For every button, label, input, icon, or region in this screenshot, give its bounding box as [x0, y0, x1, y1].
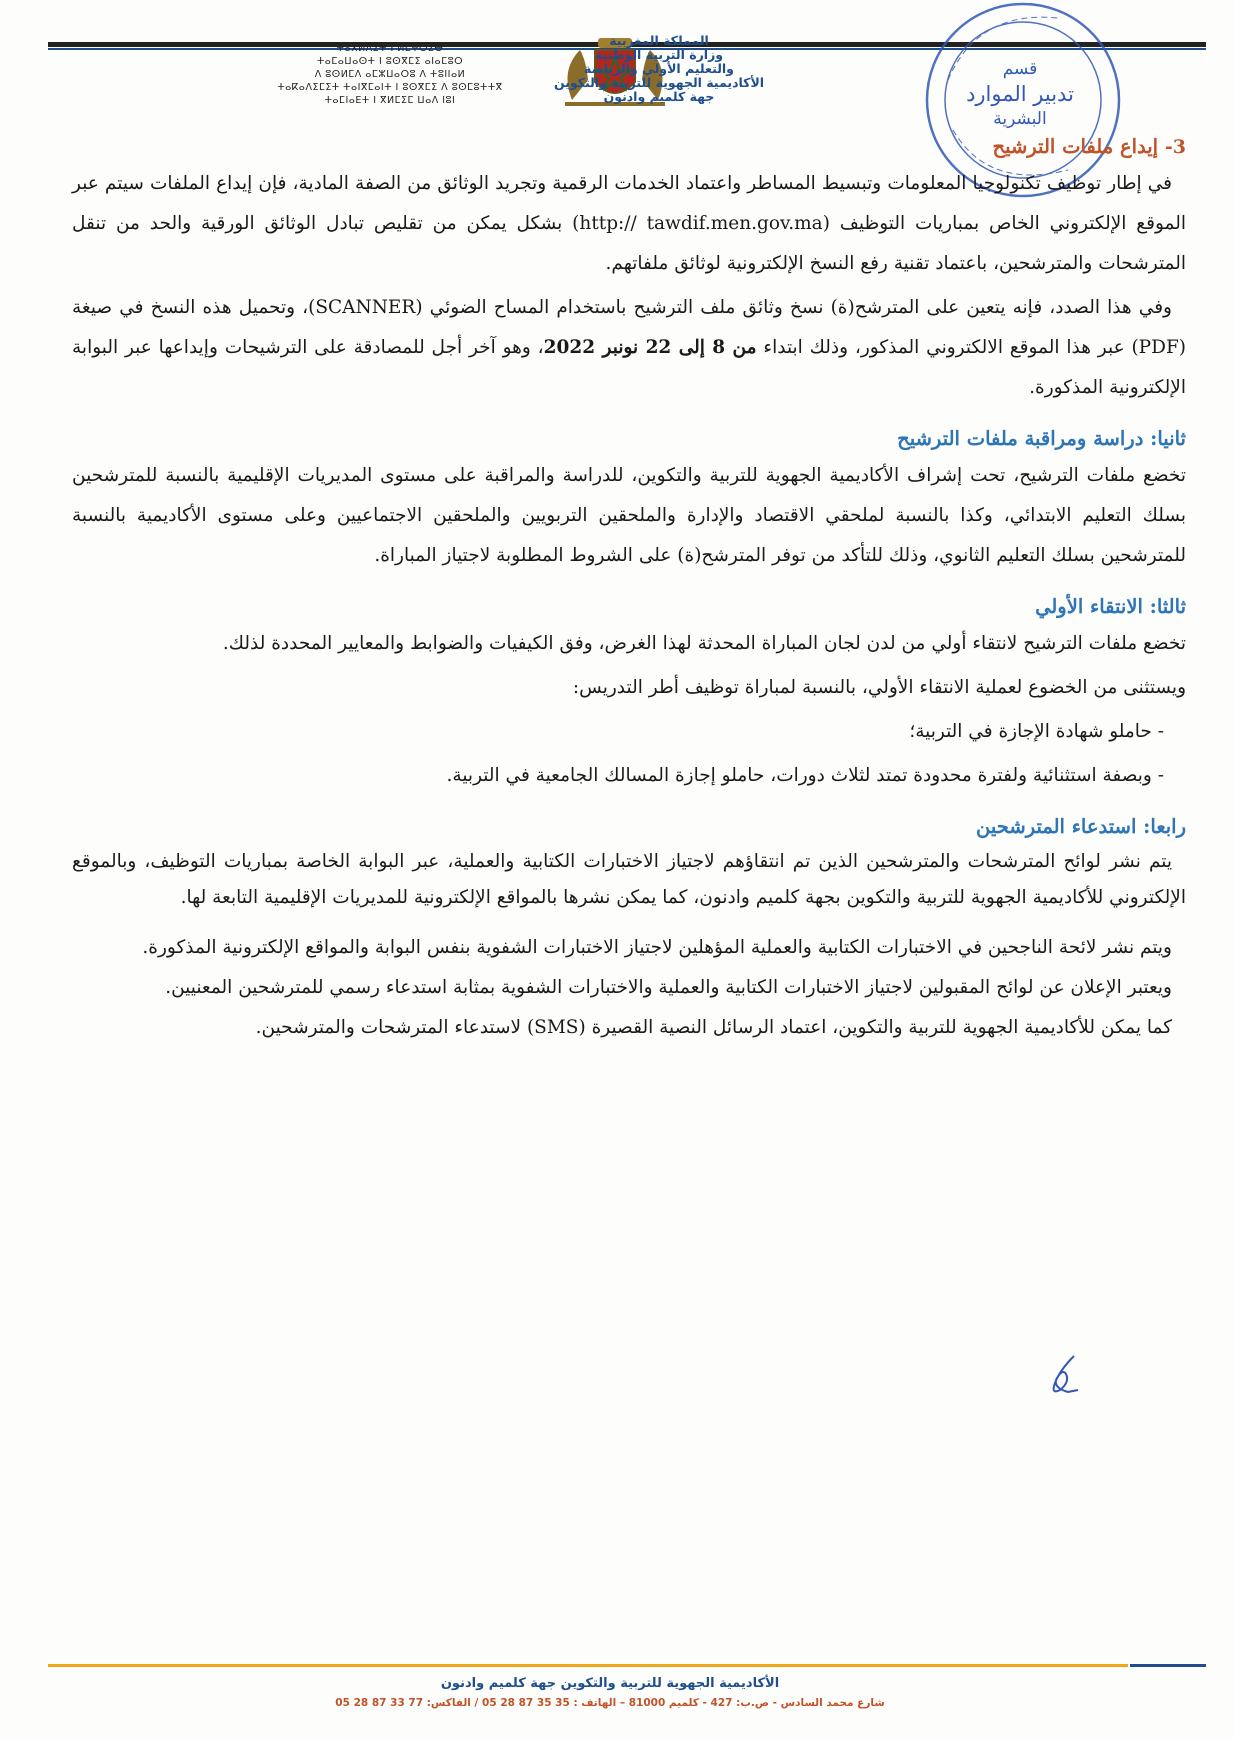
list-item: - وبصفة استثنائية ولفترة محدودة تمتد لثلاث دورات، حاملو إجازة المسالك الجامعية في التربية. [446, 765, 1164, 786]
tifinagh-line: ⵜⴰⴽⴰⴷⵉⵎⵉⵜ ⵜⴰⵏⴳⵎⴰⵏⵜ ⵏ ⵓⵙⴳⵎⵉ ⴷ ⵓⵙⵎⵓⵜⵜⴳ [277, 82, 503, 93]
stamp-line: البشرية [993, 109, 1047, 129]
header-arabic [529, 34, 789, 104]
paragraph: ويعتبر الإعلان عن لوائح المقبولين لاجتياز الاختبارات الكتابية والعملية والاختبارات الشفوية بمثابة استدعاء رسمي للمترشحين المعنيين. [165, 977, 1172, 998]
document-body [72, 130, 1186, 1050]
section-heading [72, 130, 1186, 164]
section-title: إيداع ملفات الترشيح [992, 135, 1159, 158]
paragraph: كما يمكن للأكاديمية الجهوية للتربية والتكوين، اعتماد الرسائل النصية القصيرة (SMS) لاستدعاء المترشحات والمترشحين. [255, 1017, 1172, 1038]
paragraph-text: ) بشكل يمكن من تقليص تبادل الوثائق الورقية والحد من تنقل المترشحات والمترشحين، باعتماد تقنية رفع النسخ الإلكترونية لوثائق ملفاتهم. [72, 213, 1186, 274]
section-heading: ثانيا: دراسة ومراقبة ملفات الترشيح [897, 427, 1186, 450]
header-tifinagh [240, 42, 540, 107]
tifinagh-line: ⵜⴰⵎⵏⴰⴹⵜ ⵏ ⴳⵍⵎⵉⵎ ⵡⴰⴷ ⵏⵓⵏ [324, 95, 456, 106]
footer-address: شارع محمد السادس - ص.ب: 427 - كلميم 81000 – الهاتف : 35 35 87 28 05 / الفاكس: 77 33 87 28 05 [335, 1697, 885, 1709]
paragraph: ويستثنى من الخضوع لعملية الانتقاء الأولي، بالنسبة لمباراة توظيف أطر التدريس: [572, 677, 1186, 698]
signature-icon [1044, 1352, 1084, 1396]
paragraph-text: وفي هذا الصدد، فإنه يتعين على المترشح(ة) نسخ وثائق ملف الترشيح باستخدام المساح الضوئي (SCANNER)، وتحميل هذه النسخ في صيغة (PDF) عبر هذا الموقع الالكتروني المذكور، وذلك ابتداء [72, 297, 1187, 358]
header-line: وزارة التربية الوطنية [594, 47, 724, 62]
paragraph: يتم نشر لوائح المترشحات والمترشحين الذين تم انتقاؤهم لاجتياز الاختبارات الكتابية والعملية، عبر البوابة الخاصة بمباريات التوظيف، وبالموقع الإلكتروني للأكاديمية الجهوية للتربية والتكوين بجهة كلميم وادنون، كما يمكن نشرها بالمواقع الإلكترونية للمديريات الإقليمية التابعة لها. [72, 851, 1186, 908]
paragraph-text: في إطار توظيف تكنولوجيا المعلومات وتبسيط المساطر واعتماد الخدمات الرقمية وتجريد الوثائق من الصفة المادية، فإن إيداع الملفات سيتم عبر الموقع الإلكتروني الخاص بمباريات التوظيف ( [72, 173, 1186, 234]
tifinagh-line: ⵜⴰⵎⴰⵡⴰⵙⵜ ⵏ ⵓⵙⴳⵎⵉ ⴰⵏⴰⵎⵓⵔ [316, 56, 464, 67]
header-line: والتعليم الأولي والرياضة [584, 61, 734, 76]
paragraph-text: ، وهو آخر أجل للمصادقة على الترشيحات وإيداعها عبر البوابة الإلكترونية المذكورة. [72, 337, 1186, 398]
tifinagh-line: ⵜⴰⴳⵍⴷⵉⵜ ⵏ ⵍⵎⵖⵔⵉⴱ [336, 43, 444, 54]
paragraph [72, 164, 1186, 284]
stamp-text [940, 58, 1100, 130]
paragraph: تخضع ملفات الترشيح لانتقاء أولي من لدن لجان المباراة المحدثة لهذا الغرض، وفق الكيفيات والضوابط والمعايير المحددة لذلك. [222, 633, 1186, 654]
stamp-line: قسم [1002, 59, 1038, 79]
footer-rule-accent [1130, 1664, 1206, 1667]
paragraph: تخضع ملفات الترشيح، تحت إشراف الأكاديمية الجهوية للتربية والتكوين، للدراسة والمراقبة على مستوى المديريات الإقليمية بالنسبة للمترشحين بسلك التعليم الابتدائي، وكذا بالنسبة لملحقي الاقتصاد والإدارة والملحقين التربويين والملحقين الاجتماعيين وعلى مستوى الأكاديمية بالنسبة للمترشحين بسلك التعليم الثانوي، وذلك للتأكد من توفر المترشح(ة) على الشروط المطلوبة لاجتياز المباراة. [72, 465, 1186, 566]
header-line: المملكة المغربية [609, 33, 709, 48]
footer-rule [48, 1664, 1128, 1667]
recruitment-url: http:// tawdif.men.gov.ma [579, 213, 823, 234]
header-line: جهة كلميم وادنون [603, 89, 715, 104]
section-heading: ثالثا: الانتقاء الأولي [1035, 595, 1186, 618]
deadline-dates: من 8 إلى 22 نونبر 2022 [543, 337, 757, 358]
list-item: - حاملو شهادة الإجازة في التربية؛ [909, 721, 1164, 742]
section-heading: رابعا: استدعاء المترشحين [976, 815, 1186, 838]
header-line: الأكاديمية الجهوية للتربية والتكوين [553, 75, 765, 90]
section-number: 3- [1164, 136, 1186, 158]
footer-institution: الأكاديمية الجهوية للتربية والتكوين جهة كلميم وادنون [440, 1676, 780, 1691]
stamp-line: تدبير الموارد [966, 82, 1074, 106]
paragraph: ويتم نشر لائحة الناجحين في الاختبارات الكتابية والعملية المؤهلين لاجتياز الاختبارات الشفوية بنفس البوابة والمواقع الإلكترونية المذكورة. [142, 937, 1172, 958]
tifinagh-line: ⴷ ⵓⵙⵍⵎⴷ ⴰⵎⵣⵡⴰⵔⵓ ⴷ ⵜⵓⵏⵏⴰⵍ [314, 69, 466, 80]
paragraph [72, 288, 1186, 408]
